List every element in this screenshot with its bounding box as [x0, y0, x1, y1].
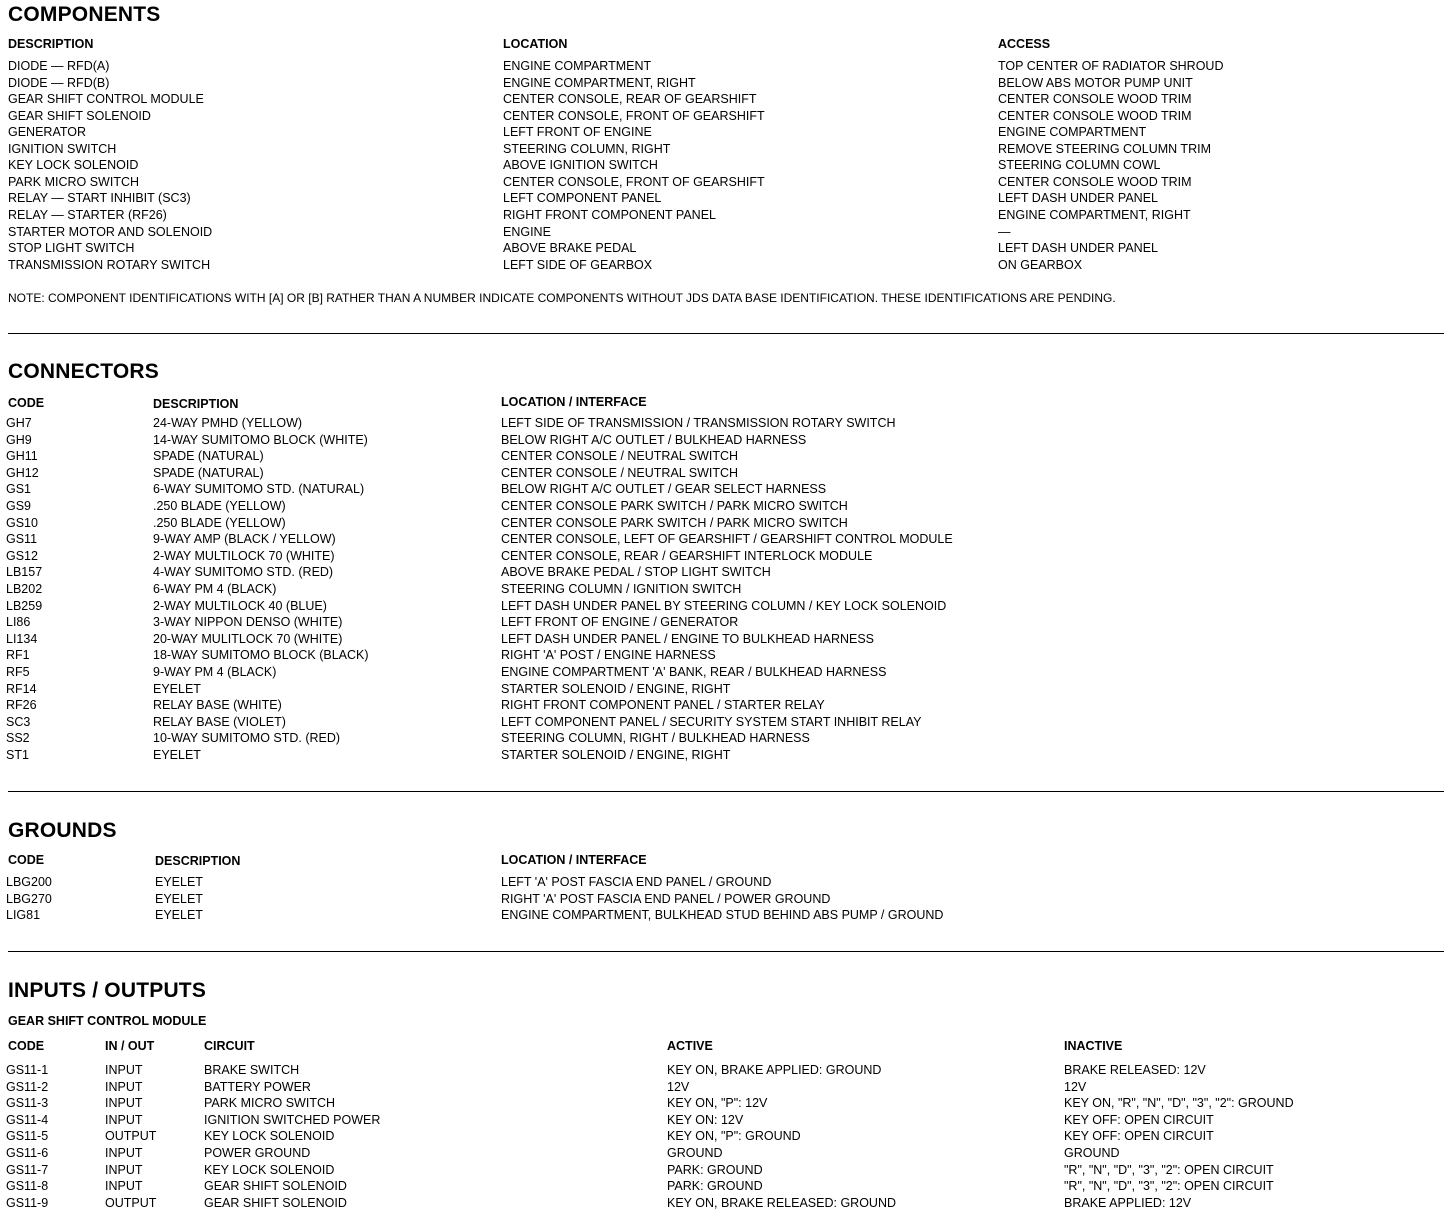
cell-description: 10-WAY SUMITOMO STD. (RED)	[153, 731, 341, 746]
cell-code: SS2	[6, 731, 30, 746]
cell-description: 9-WAY PM 4 (BLACK)	[153, 665, 277, 679]
cell-inout: INPUT	[105, 1179, 143, 1194]
section-divider	[8, 951, 1444, 952]
cell-code: RF5	[6, 665, 30, 679]
cell-location: LEFT DASH UNDER PANEL BY STEERING COLUMN / KEY LOCK SOLENOID	[501, 598, 947, 613]
table-row	[0, 91, 1456, 108]
table-row	[0, 481, 1456, 498]
io-title: INPUTS / OUTPUTS	[8, 979, 207, 1002]
cell-location: LEFT COMPONENT PANEL	[503, 191, 662, 206]
cell-description: SPADE (NATURAL)	[153, 465, 264, 480]
cell-active: PARK: GROUND	[667, 1162, 763, 1177]
cell-location: STEERING COLUMN / IGNITION SWITCH	[501, 582, 742, 596]
table-row	[0, 1145, 1456, 1162]
table-row	[0, 515, 1456, 532]
cell-description: 18-WAY SUMITOMO BLOCK (BLACK)	[153, 648, 369, 663]
cell-description: DIODE — RFD(B)	[8, 75, 110, 90]
cell-access: CENTER CONSOLE WOOD TRIM	[998, 174, 1192, 189]
cell-code: RF26	[6, 698, 37, 713]
cell-code: GS11-2	[6, 1079, 49, 1094]
cell-location: CENTER CONSOLE / NEUTRAL SWITCH	[501, 449, 739, 464]
cell-description: DIODE — RFD(A)	[8, 59, 110, 73]
cell-location: RIGHT FRONT COMPONENT PANEL	[503, 207, 716, 222]
cell-code: GS12	[6, 548, 38, 563]
cell-circuit: IGNITION SWITCHED POWER	[204, 1112, 381, 1127]
cell-description: EYELET	[155, 875, 203, 889]
cell-code: LB259	[6, 598, 43, 613]
cell-description: RELAY — START INHIBIT (SC3)	[8, 191, 191, 206]
cell-inactive: KEY OFF: OPEN CIRCUIT	[1064, 1129, 1214, 1144]
cell-description: 20-WAY MULITLOCK 70 (WHITE)	[153, 631, 343, 646]
table-row	[0, 465, 1456, 482]
cell-circuit: POWER GROUND	[204, 1146, 311, 1160]
cell-location: RIGHT FRONT COMPONENT PANEL / STARTER RELAY	[501, 698, 825, 713]
table-row	[0, 581, 1456, 598]
cell-circuit: GEAR SHIFT SOLENOID	[204, 1195, 347, 1210]
cell-description: STARTER MOTOR AND SOLENOID	[8, 224, 213, 239]
cell-code: LI86	[6, 615, 31, 630]
table-row	[0, 531, 1456, 548]
io-header-active: ACTIVE	[667, 1039, 713, 1053]
grounds-header-description: DESCRIPTION	[155, 854, 241, 868]
grounds-header-location: LOCATION / INTERFACE	[501, 853, 647, 867]
cell-description: GENERATOR	[8, 125, 87, 140]
cell-inout: OUTPUT	[105, 1195, 157, 1210]
cell-location: BELOW RIGHT A/C OUTLET / BULKHEAD HARNESS	[501, 432, 807, 447]
cell-code: GS1	[6, 482, 32, 497]
cell-access: CENTER CONSOLE WOOD TRIM	[998, 92, 1192, 107]
table-row	[0, 564, 1456, 581]
cell-location: CENTER CONSOLE, REAR OF GEARSHIFT	[503, 92, 757, 107]
cell-active: KEY ON: 12V	[667, 1112, 744, 1127]
table-row	[0, 1112, 1456, 1129]
table-row	[0, 157, 1456, 174]
cell-description: EYELET	[153, 748, 201, 762]
cell-location: STEERING COLUMN, RIGHT / BULKHEAD HARNESS	[501, 731, 810, 746]
cell-location: ABOVE BRAKE PEDAL / STOP LIGHT SWITCH	[501, 565, 771, 580]
table-row	[0, 614, 1456, 631]
cell-inactive: "R", "N", "D", "3", "2": OPEN CIRCUIT	[1064, 1179, 1274, 1194]
connectors-header-description: DESCRIPTION	[153, 397, 239, 411]
cell-description: 9-WAY AMP (BLACK / YELLOW)	[153, 532, 336, 547]
cell-active: 12V	[667, 1079, 690, 1094]
cell-access: ENGINE COMPARTMENT	[998, 125, 1147, 140]
cell-description: RELAY BASE (VIOLET)	[153, 714, 286, 729]
table-row	[0, 141, 1456, 158]
cell-code: GS11-3	[6, 1096, 49, 1111]
cell-inactive: KEY ON, "R", "N", "D", "3", "2": GROUND	[1064, 1096, 1294, 1111]
cell-inactive: KEY OFF: OPEN CIRCUIT	[1064, 1112, 1214, 1127]
table-row	[0, 730, 1456, 747]
cell-code: GS11-5	[6, 1129, 49, 1144]
cell-code: SC3	[6, 714, 31, 729]
grounds-title: GROUNDS	[8, 819, 117, 842]
cell-code: GS11	[6, 532, 38, 547]
cell-location: CENTER CONSOLE, LEFT OF GEARSHIFT / GEARSHIFT CONTROL MODULE	[501, 532, 953, 547]
table-row	[0, 647, 1456, 664]
table-row	[0, 448, 1456, 465]
cell-active: GROUND	[667, 1146, 723, 1160]
cell-description: GEAR SHIFT SOLENOID	[8, 108, 151, 123]
cell-active: KEY ON, BRAKE RELEASED: GROUND	[667, 1195, 896, 1210]
cell-inactive: GROUND	[1064, 1146, 1120, 1160]
cell-location: ENGINE	[503, 224, 551, 239]
cell-location: ENGINE COMPARTMENT, BULKHEAD STUD BEHIND ABS PUMP / GROUND	[501, 908, 944, 923]
cell-description: 24-WAY PMHD (YELLOW)	[153, 416, 303, 430]
cell-code: GS11-1	[6, 1063, 49, 1077]
table-row	[0, 174, 1456, 191]
cell-code: GS10	[6, 515, 38, 530]
table-row	[0, 1195, 1456, 1212]
cell-active: PARK: GROUND	[667, 1179, 763, 1194]
table-row	[0, 207, 1456, 224]
cell-inout: OUTPUT	[105, 1129, 157, 1144]
cell-description: 6-WAY SUMITOMO STD. (NATURAL)	[153, 482, 365, 497]
cell-access: —	[998, 224, 1011, 239]
cell-description: KEY LOCK SOLENOID	[8, 158, 139, 173]
io-subtitle: GEAR SHIFT CONTROL MODULE	[8, 1014, 207, 1028]
table-row	[0, 714, 1456, 731]
table-row	[0, 257, 1456, 274]
cell-circuit: KEY LOCK SOLENOID	[204, 1129, 335, 1144]
cell-location: ENGINE COMPARTMENT 'A' BANK, REAR / BULKHEAD HARNESS	[501, 665, 887, 679]
table-row	[0, 747, 1456, 764]
connectors-header-location: LOCATION / INTERFACE	[501, 395, 647, 409]
io-header-inactive: INACTIVE	[1064, 1039, 1123, 1053]
cell-location: BELOW RIGHT A/C OUTLET / GEAR SELECT HARNESS	[501, 482, 827, 497]
cell-description: 6-WAY PM 4 (BLACK)	[153, 582, 277, 596]
cell-active: KEY ON, BRAKE APPLIED: GROUND	[667, 1063, 882, 1077]
cell-description: 14-WAY SUMITOMO BLOCK (WHITE)	[153, 432, 368, 447]
cell-description: EYELET	[153, 681, 201, 696]
table-row	[0, 1178, 1456, 1195]
cell-access: LEFT DASH UNDER PANEL	[998, 191, 1158, 206]
cell-description: .250 BLADE (YELLOW)	[153, 499, 286, 513]
cell-access: ON GEARBOX	[998, 257, 1083, 272]
cell-code: GH7	[6, 416, 32, 430]
cell-circuit: BATTERY POWER	[204, 1079, 311, 1094]
cell-description: 3-WAY NIPPON DENSO (WHITE)	[153, 615, 343, 630]
cell-description: EYELET	[155, 891, 203, 906]
cell-code: GS11-9	[6, 1195, 49, 1210]
components-header-description: DESCRIPTION	[8, 37, 94, 51]
cell-description: 2-WAY MULTILOCK 70 (WHITE)	[153, 548, 335, 563]
table-row	[0, 224, 1456, 241]
cell-location: CENTER CONSOLE, REAR / GEARSHIFT INTERLOCK MODULE	[501, 548, 873, 563]
cell-description: SPADE (NATURAL)	[153, 449, 264, 464]
cell-inout: INPUT	[105, 1112, 143, 1127]
cell-active: KEY ON, "P": GROUND	[667, 1129, 801, 1144]
cell-description: STOP LIGHT SWITCH	[8, 241, 135, 256]
cell-access: CENTER CONSOLE WOOD TRIM	[998, 108, 1192, 123]
cell-location: LEFT 'A' POST FASCIA END PANEL / GROUND	[501, 875, 772, 889]
cell-location: LEFT SIDE OF TRANSMISSION / TRANSMISSION ROTARY SWITCH	[501, 416, 896, 430]
cell-location: ABOVE IGNITION SWITCH	[503, 158, 658, 173]
cell-description: IGNITION SWITCH	[8, 141, 117, 156]
cell-location: CENTER CONSOLE / NEUTRAL SWITCH	[501, 465, 739, 480]
table-row	[0, 874, 1456, 891]
table-row	[0, 432, 1456, 449]
cell-inactive: BRAKE RELEASED: 12V	[1064, 1063, 1206, 1077]
cell-description: TRANSMISSION ROTARY SWITCH	[8, 257, 211, 272]
cell-location: LEFT FRONT OF ENGINE	[503, 125, 652, 140]
cell-code: GH11	[6, 449, 38, 464]
cell-location: ENGINE COMPARTMENT, RIGHT	[503, 75, 696, 90]
cell-circuit: GEAR SHIFT SOLENOID	[204, 1179, 347, 1194]
cell-code: GS11-7	[6, 1162, 49, 1177]
table-row	[0, 108, 1456, 125]
cell-location: LEFT COMPONENT PANEL / SECURITY SYSTEM START INHIBIT RELAY	[501, 714, 922, 729]
cell-code: LI134	[6, 631, 38, 646]
io-header-circuit: CIRCUIT	[204, 1039, 255, 1053]
table-row	[0, 664, 1456, 681]
table-row	[0, 1128, 1456, 1145]
table-row	[0, 1095, 1456, 1112]
cell-location: CENTER CONSOLE, FRONT OF GEARSHIFT	[503, 108, 765, 123]
cell-circuit: BRAKE SWITCH	[204, 1063, 300, 1077]
cell-code: LBG200	[6, 875, 52, 889]
components-header-access: ACCESS	[998, 37, 1051, 51]
table-row	[0, 681, 1456, 698]
table-row	[0, 498, 1456, 515]
table-row	[0, 1162, 1456, 1179]
cell-code: GH9	[6, 432, 32, 447]
cell-code: LBG270	[6, 891, 52, 906]
cell-active: KEY ON, "P": 12V	[667, 1096, 768, 1111]
section-divider	[8, 333, 1444, 334]
grounds-header-code: CODE	[8, 853, 45, 867]
cell-location: RIGHT 'A' POST / ENGINE HARNESS	[501, 648, 716, 663]
table-row	[0, 124, 1456, 141]
table-row	[0, 891, 1456, 908]
cell-location: STEERING COLUMN, RIGHT	[503, 141, 671, 156]
cell-code: LB202	[6, 582, 43, 596]
table-row	[0, 548, 1456, 565]
cell-code: ST1	[6, 748, 29, 762]
cell-access: ENGINE COMPARTMENT, RIGHT	[998, 207, 1191, 222]
cell-code: GH12	[6, 465, 39, 480]
cell-access: TOP CENTER OF RADIATOR SHROUD	[998, 59, 1224, 73]
cell-circuit: PARK MICRO SWITCH	[204, 1096, 336, 1111]
cell-access: BELOW ABS MOTOR PUMP UNIT	[998, 75, 1193, 90]
connectors-title: CONNECTORS	[8, 360, 159, 383]
io-header-inout: IN / OUT	[105, 1039, 155, 1053]
cell-description: RELAY BASE (WHITE)	[153, 698, 282, 713]
table-row	[0, 58, 1456, 75]
table-row	[0, 1062, 1456, 1079]
table-row	[0, 190, 1456, 207]
cell-description: GEAR SHIFT CONTROL MODULE	[8, 92, 204, 107]
table-row	[0, 631, 1456, 648]
cell-location: LEFT SIDE OF GEARBOX	[503, 257, 653, 272]
cell-description: RELAY — STARTER (RF26)	[8, 207, 167, 222]
cell-inout: INPUT	[105, 1162, 143, 1177]
cell-inout: INPUT	[105, 1146, 143, 1160]
cell-inout: INPUT	[105, 1063, 143, 1077]
cell-code: LB157	[6, 565, 43, 580]
cell-description: .250 BLADE (YELLOW)	[153, 515, 286, 530]
cell-access: REMOVE STEERING COLUMN TRIM	[998, 141, 1211, 156]
cell-access: STEERING COLUMN COWL	[998, 158, 1161, 173]
cell-access: LEFT DASH UNDER PANEL	[998, 241, 1158, 256]
components-header-location: LOCATION	[503, 37, 568, 51]
cell-code: RF1	[6, 648, 30, 663]
cell-code: GS11-8	[6, 1179, 49, 1194]
cell-location: STARTER SOLENOID / ENGINE, RIGHT	[501, 681, 731, 696]
cell-location: CENTER CONSOLE PARK SWITCH / PARK MICRO SWITCH	[501, 499, 848, 513]
components-title: COMPONENTS	[8, 3, 161, 26]
table-row	[0, 697, 1456, 714]
cell-inactive: 12V	[1064, 1079, 1087, 1094]
cell-description: PARK MICRO SWITCH	[8, 174, 140, 189]
cell-code: GS11-4	[6, 1112, 49, 1127]
cell-code: LIG81	[6, 908, 41, 923]
connectors-header-code: CODE	[8, 396, 45, 410]
cell-location: CENTER CONSOLE, FRONT OF GEARSHIFT	[503, 174, 765, 189]
cell-description: 4-WAY SUMITOMO STD. (RED)	[153, 565, 334, 580]
table-row	[0, 1079, 1456, 1096]
table-row	[0, 415, 1456, 432]
cell-code: GS9	[6, 499, 32, 513]
cell-location: RIGHT 'A' POST FASCIA END PANEL / POWER GROUND	[501, 891, 831, 906]
cell-location: STARTER SOLENOID / ENGINE, RIGHT	[501, 748, 731, 762]
section-divider	[8, 791, 1444, 792]
table-row	[0, 907, 1456, 924]
cell-circuit: KEY LOCK SOLENOID	[204, 1162, 335, 1177]
cell-location: ENGINE COMPARTMENT	[503, 59, 652, 73]
components-note: NOTE: COMPONENT IDENTIFICATIONS WITH [A] OR [B] RATHER THAN A NUMBER INDICATE COMPONENTS WITHOUT JDS DATA BASE IDENTIFICATION. THESE IDENTIFICATIONS ARE PENDING.	[8, 291, 1116, 305]
cell-location: LEFT DASH UNDER PANEL / ENGINE TO BULKHEAD HARNESS	[501, 631, 875, 646]
cell-inactive: BRAKE APPLIED: 12V	[1064, 1195, 1192, 1210]
cell-inout: INPUT	[105, 1096, 143, 1111]
cell-code: GS11-6	[6, 1146, 49, 1160]
table-row	[0, 240, 1456, 257]
cell-location: LEFT FRONT OF ENGINE / GENERATOR	[501, 615, 739, 630]
cell-inactive: "R", "N", "D", "3", "2": OPEN CIRCUIT	[1064, 1162, 1274, 1177]
table-row	[0, 598, 1456, 615]
cell-description: EYELET	[155, 908, 203, 923]
cell-inout: INPUT	[105, 1079, 143, 1094]
cell-description: 2-WAY MULTILOCK 40 (BLUE)	[153, 598, 327, 613]
cell-location: ABOVE BRAKE PEDAL	[503, 241, 637, 256]
io-header-code: CODE	[8, 1039, 45, 1053]
cell-location: CENTER CONSOLE PARK SWITCH / PARK MICRO SWITCH	[501, 515, 848, 530]
table-row	[0, 75, 1456, 92]
cell-code: RF14	[6, 681, 37, 696]
